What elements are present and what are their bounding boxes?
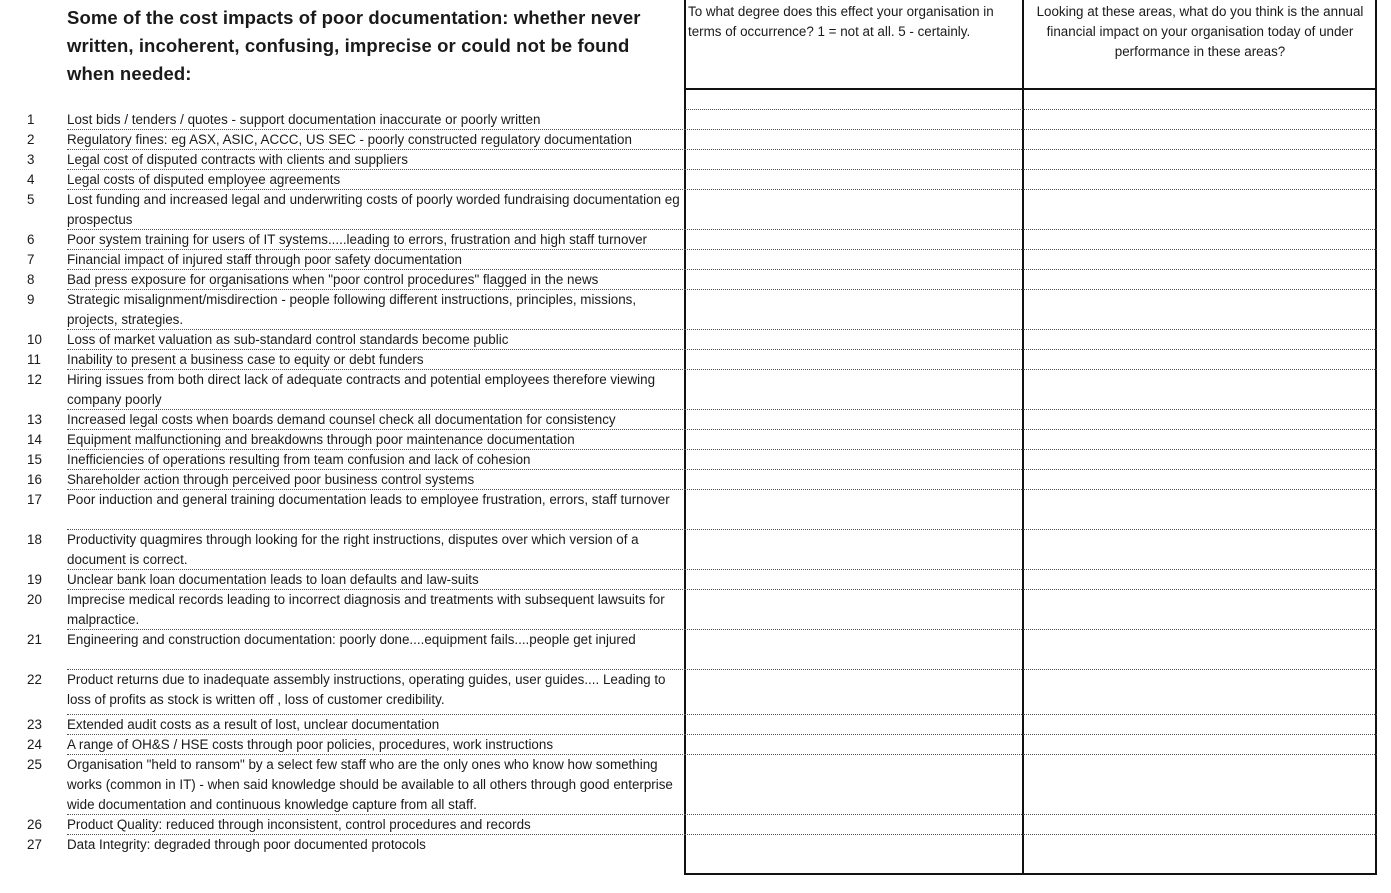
row-number: 23 <box>27 717 42 732</box>
row-number: 16 <box>27 472 42 487</box>
row-number: 14 <box>27 432 42 447</box>
row-description: Shareholder action through perceived poor business control systems <box>67 470 685 490</box>
financial-impact-cell[interactable] <box>1024 350 1377 370</box>
row-description: Hiring issues from both direct lack of adequate contracts and potential employees therefore viewing company poorly <box>67 370 685 410</box>
row-number: 7 <box>27 252 35 267</box>
occurrence-rating-cell[interactable] <box>685 330 1024 350</box>
occurrence-rating-cell[interactable] <box>685 570 1024 590</box>
table-row <box>0 755 1377 815</box>
item-list <box>0 110 1391 855</box>
financial-impact-cell[interactable] <box>1024 450 1377 470</box>
row-description: Equipment malfunctioning and breakdowns through poor maintenance documentation <box>67 430 685 450</box>
row-number: 15 <box>27 452 42 467</box>
row-description: Product returns due to inadequate assembly instructions, operating guides, user guides.... Leading to loss of profits as stock is written off , loss of customer credibility. <box>67 670 685 715</box>
occurrence-rating-cell[interactable] <box>685 470 1024 490</box>
table-row <box>0 490 1377 530</box>
occurrence-rating-cell[interactable] <box>685 450 1024 470</box>
financial-impact-cell[interactable] <box>1024 330 1377 350</box>
financial-impact-cell[interactable] <box>1024 490 1377 530</box>
row-number: 8 <box>27 272 35 287</box>
financial-impact-cell[interactable] <box>1024 190 1377 230</box>
financial-impact-cell[interactable] <box>1024 290 1377 330</box>
row-description: Loss of market valuation as sub-standard control standards become public <box>67 330 685 350</box>
table-row <box>0 715 1377 735</box>
occurrence-rating-cell[interactable] <box>685 290 1024 330</box>
blank-row <box>685 90 1377 110</box>
occurrence-rating-cell[interactable] <box>685 170 1024 190</box>
table-row <box>0 835 1377 855</box>
row-description: Imprecise medical records leading to incorrect diagnosis and treatments with subsequent lawsuits for malpractice. <box>67 590 685 630</box>
table-row <box>0 670 1377 715</box>
financial-impact-cell[interactable] <box>1024 110 1377 130</box>
row-description: Inefficiencies of operations resulting from team confusion and lack of cohesion <box>67 450 685 470</box>
table-row <box>0 290 1377 330</box>
page-title: Some of the cost impacts of poor documentation: whether never written, incoherent, confusing, imprecise or could not be found when needed: <box>67 7 641 84</box>
table-row <box>0 230 1377 250</box>
row-number: 2 <box>27 132 35 147</box>
financial-impact-cell[interactable] <box>1024 370 1377 410</box>
occurrence-rating-cell[interactable] <box>685 735 1024 755</box>
financial-impact-cell[interactable] <box>1024 250 1377 270</box>
row-description: Productivity quagmires through looking for the right instructions, disputes over which version of a document is correct. <box>67 530 685 570</box>
financial-impact-cell[interactable] <box>1024 715 1377 735</box>
row-description: Engineering and construction documentation: poorly done....equipment fails....people get injured <box>67 630 685 670</box>
financial-impact-cell[interactable] <box>1024 670 1377 715</box>
table-row <box>0 815 1377 835</box>
row-number: 17 <box>27 492 42 507</box>
row-number: 10 <box>27 332 42 347</box>
financial-impact-cell[interactable] <box>1024 410 1377 430</box>
occurrence-rating-cell[interactable] <box>685 130 1024 150</box>
row-description: Bad press exposure for organisations when "poor control procedures" flagged in the news <box>67 270 685 290</box>
financial-impact-cell[interactable] <box>1024 530 1377 570</box>
financial-impact-cell[interactable] <box>1024 270 1377 290</box>
table-row <box>0 530 1377 570</box>
table-row <box>0 270 1377 290</box>
table-row <box>0 110 1377 130</box>
row-number: 11 <box>27 352 41 367</box>
row-number: 25 <box>27 757 42 772</box>
financial-impact-cell[interactable] <box>1024 630 1377 670</box>
row-description: Product Quality: reduced through inconsistent, control procedures and records <box>67 815 685 835</box>
financial-impact-column-header: Looking at these areas, what do you think is the annual financial impact on your organisation today of under performance in these areas? <box>1036 4 1364 59</box>
table-row <box>0 590 1377 630</box>
row-description: Regulatory fines: eg ASX, ASIC, ACCC, US SEC - poorly constructed regulatory documentation <box>67 130 685 150</box>
occurrence-rating-cell[interactable] <box>685 270 1024 290</box>
occurrence-rating-cell[interactable] <box>685 230 1024 250</box>
row-number: 24 <box>27 737 42 752</box>
table-row <box>0 130 1377 150</box>
occurrence-rating-cell[interactable] <box>685 350 1024 370</box>
table-row <box>0 470 1377 490</box>
occurrence-rating-cell[interactable] <box>685 370 1024 410</box>
row-number: 22 <box>27 672 42 687</box>
occurrence-rating-cell[interactable] <box>685 150 1024 170</box>
occurrence-rating-cell[interactable] <box>685 755 1024 815</box>
financial-impact-cell[interactable] <box>1024 835 1377 855</box>
occurrence-rating-cell[interactable] <box>685 410 1024 430</box>
financial-impact-cell[interactable] <box>1024 470 1377 490</box>
row-description: Poor system training for users of IT systems.....leading to errors, frustration and high staff turnover <box>67 230 685 250</box>
financial-impact-cell[interactable] <box>1024 735 1377 755</box>
table-row <box>0 170 1377 190</box>
occurrence-rating-cell[interactable] <box>685 250 1024 270</box>
row-number: 18 <box>27 532 42 547</box>
table-row <box>0 370 1377 410</box>
financial-impact-cell[interactable] <box>1024 130 1377 150</box>
table-row <box>0 150 1377 170</box>
row-description: Legal cost of disputed contracts with clients and suppliers <box>67 150 685 170</box>
occurrence-rating-cell[interactable] <box>685 835 1024 855</box>
occurrence-rating-cell[interactable] <box>685 670 1024 715</box>
table-row <box>0 630 1377 670</box>
row-description: Legal costs of disputed employee agreements <box>67 170 685 190</box>
financial-impact-cell[interactable] <box>1024 230 1377 250</box>
row-description: Financial impact of injured staff through poor safety documentation <box>67 250 685 270</box>
table-row <box>0 250 1377 270</box>
row-description: Inability to present a business case to equity or debt funders <box>67 350 685 370</box>
occurrence-column-header: To what degree does this effect your organisation in terms of occurrence? 1 = not at all. 5 - certainly. <box>688 4 994 39</box>
occurrence-rating-cell[interactable] <box>685 630 1024 670</box>
table-row <box>0 330 1377 350</box>
row-number: 3 <box>27 152 35 167</box>
row-description: Lost funding and increased legal and underwriting costs of poorly worded fundraising documentation eg prospectus <box>67 190 685 230</box>
table-row <box>0 450 1377 470</box>
financial-impact-cell[interactable] <box>1024 755 1377 815</box>
table-border-bottom <box>685 873 1377 875</box>
row-description: Poor induction and general training documentation leads to employee frustration, errors, staff turnover <box>67 490 685 530</box>
row-number: 27 <box>27 837 42 852</box>
row-number: 21 <box>27 632 42 647</box>
occurrence-rating-cell[interactable] <box>685 715 1024 735</box>
row-number: 20 <box>27 592 42 607</box>
financial-impact-cell[interactable] <box>1024 570 1377 590</box>
row-description: A range of OH&S / HSE costs through poor policies, procedures, work instructions <box>67 735 685 755</box>
row-description: Lost bids / tenders / quotes - support documentation inaccurate or poorly written <box>67 110 685 130</box>
occurrence-rating-cell[interactable] <box>685 815 1024 835</box>
occurrence-rating-cell[interactable] <box>685 490 1024 530</box>
row-number: 12 <box>27 372 42 387</box>
financial-impact-cell[interactable] <box>1024 815 1377 835</box>
row-description: Unclear bank loan documentation leads to loan defaults and law-suits <box>67 570 685 590</box>
row-description: Data Integrity: degraded through poor documented protocols <box>67 837 426 852</box>
row-description: Organisation "held to ransom" by a select few staff who are the only ones who know how something works (common in IT) - when said knowledge should be available to all others through good enterprise wide documentation and continuous knowledge capture from all staff. <box>67 755 685 815</box>
table-row <box>0 190 1377 230</box>
table-row <box>0 350 1377 370</box>
occurrence-rating-cell[interactable] <box>685 430 1024 450</box>
row-description: Extended audit costs as a result of lost, unclear documentation <box>67 715 685 735</box>
table-row <box>0 410 1377 430</box>
row-number: 4 <box>27 172 35 187</box>
row-number: 5 <box>27 192 35 207</box>
financial-impact-cell[interactable] <box>1024 170 1377 190</box>
row-number: 6 <box>27 232 35 247</box>
financial-impact-cell[interactable] <box>1024 430 1377 450</box>
occurrence-rating-cell[interactable] <box>685 190 1024 230</box>
row-description: Strategic misalignment/misdirection - people following different instructions, principles, missions, projects, strategies. <box>67 290 685 330</box>
occurrence-rating-cell[interactable] <box>685 110 1024 130</box>
row-number: 1 <box>27 112 35 127</box>
occurrence-rating-cell[interactable] <box>685 530 1024 570</box>
table-row <box>0 735 1377 755</box>
row-number: 26 <box>27 817 42 832</box>
row-description: Increased legal costs when boards demand counsel check all documentation for consistency <box>67 410 685 430</box>
row-number: 13 <box>27 412 42 427</box>
financial-impact-cell[interactable] <box>1024 590 1377 630</box>
financial-impact-cell[interactable] <box>1024 150 1377 170</box>
table-row <box>0 430 1377 450</box>
occurrence-rating-cell[interactable] <box>685 590 1024 630</box>
row-number: 19 <box>27 572 42 587</box>
table-row <box>0 570 1377 590</box>
row-number: 9 <box>27 292 35 307</box>
